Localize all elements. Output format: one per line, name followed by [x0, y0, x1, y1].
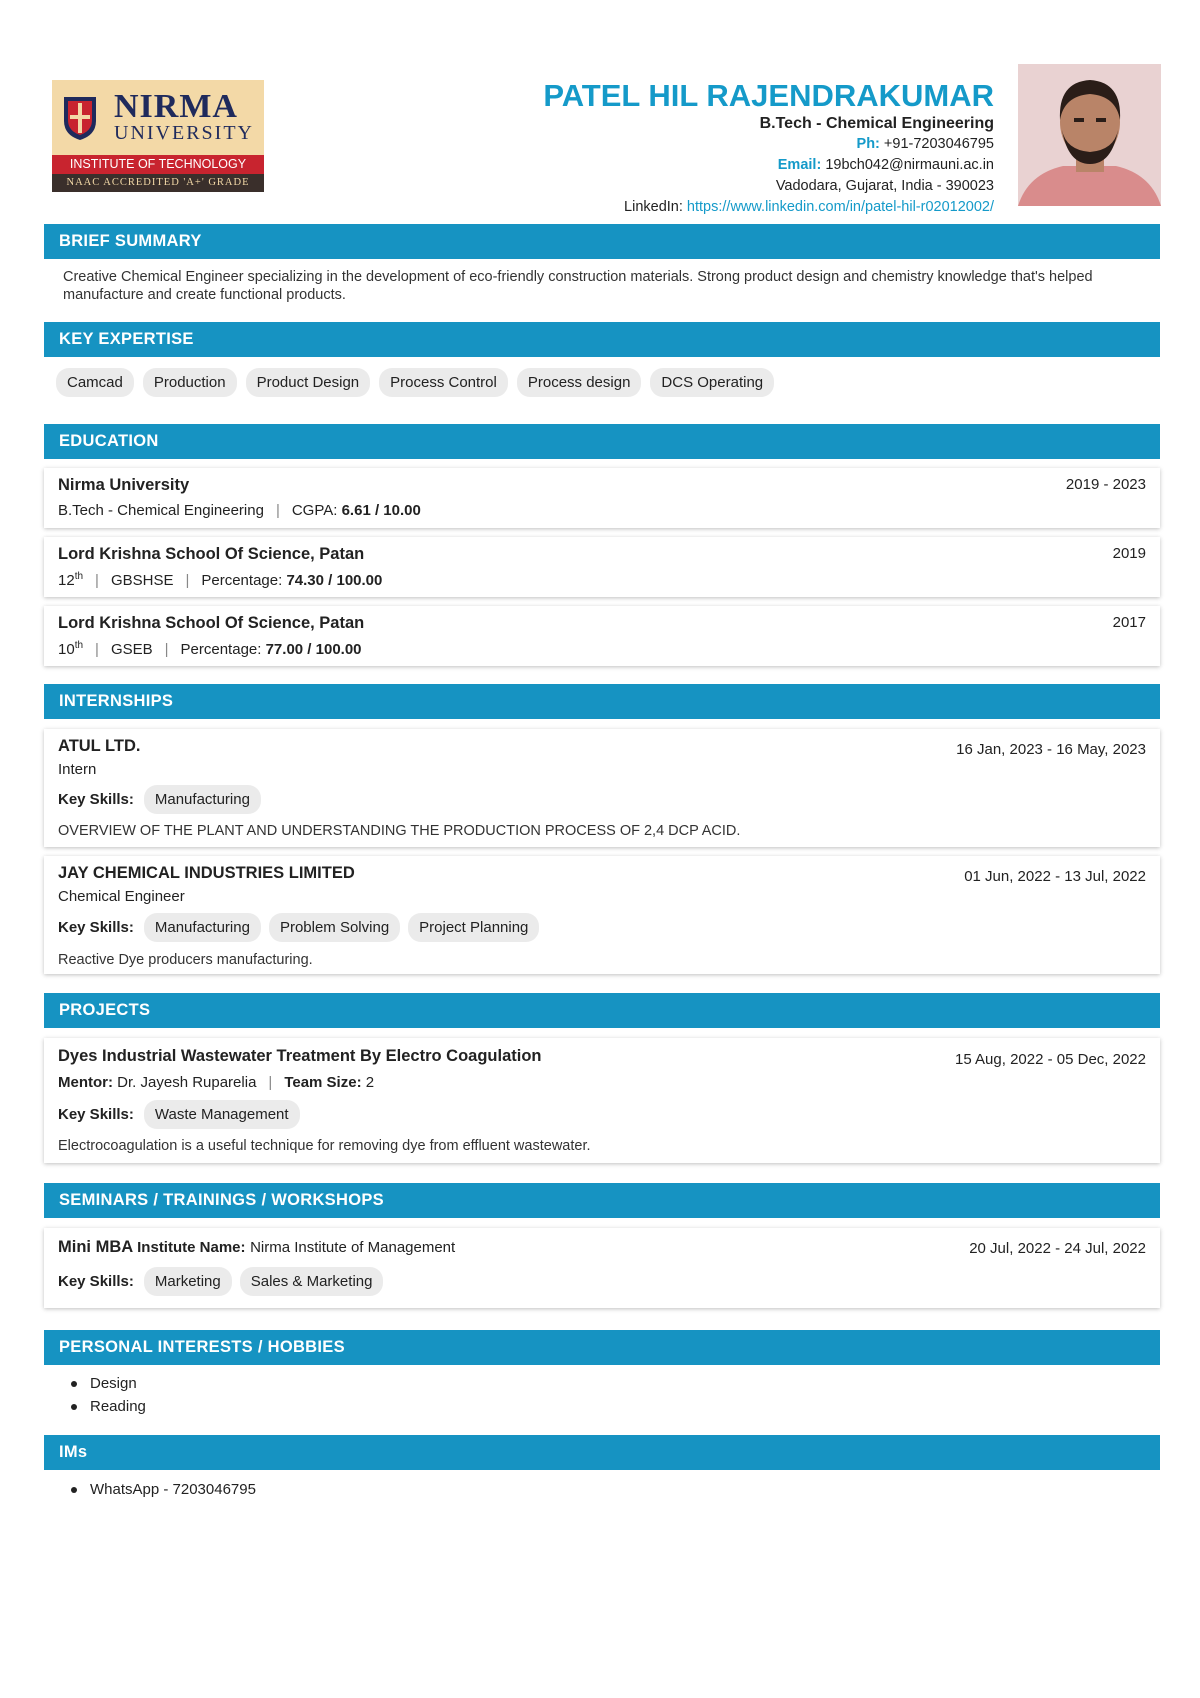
education-grade: 10	[58, 641, 75, 658]
education-board: GSEB	[110, 641, 153, 658]
education-school: Lord Krishna School Of Science, Patan	[58, 545, 365, 563]
profile-photo-icon	[1018, 64, 1161, 206]
team-size-label: Team Size:	[284, 1074, 362, 1091]
project-name: Dyes Industrial Wastewater Treatment By Electro Coagulation	[58, 1047, 542, 1065]
expertise-chip: Process Control	[379, 368, 508, 397]
section-ims-title: IMs	[44, 1435, 1160, 1470]
education-details: 12th | GBSHSE | Percentage: 74.30 / 100.00	[58, 571, 383, 589]
internship-role: Chemical Engineer	[58, 888, 185, 905]
section-summary-title: BRIEF SUMMARY	[44, 224, 1160, 259]
education-grade-suffix: th	[74, 571, 84, 582]
email-line	[543, 155, 994, 176]
profile-photo	[1018, 64, 1161, 206]
education-score-label: CGPA:	[291, 502, 338, 519]
key-skills-label: Key Skills:	[58, 791, 134, 808]
education-grade-suffix: th	[74, 640, 84, 651]
section-expertise-title: KEY EXPERTISE	[44, 322, 1160, 357]
hobbies-list	[66, 1372, 146, 1418]
seminar-entry	[44, 1228, 1160, 1308]
education-years: 2019	[1112, 545, 1146, 562]
education-entry	[44, 606, 1160, 666]
key-skills-label: Key Skills:	[58, 919, 134, 936]
key-skills-label: Key Skills:	[58, 1106, 134, 1123]
education-entry	[44, 537, 1160, 597]
skill-chip: Marketing	[144, 1267, 232, 1296]
internship-dates: 01 Jun, 2022 - 13 Jul, 2022	[964, 868, 1146, 885]
mentor-label: Mentor:	[58, 1074, 113, 1091]
list-item: WhatsApp - 7203046795	[66, 1478, 256, 1501]
expertise-chip: Process design	[517, 368, 642, 397]
phone-line	[543, 134, 994, 155]
candidate-degree: B.Tech - Chemical Engineering	[759, 115, 994, 132]
email-value[interactable]: 19bch042@nirmauni.ac.in	[825, 157, 994, 173]
education-school: Nirma University	[58, 476, 190, 494]
internship-company: JAY CHEMICAL INDUSTRIES LIMITED	[58, 864, 355, 882]
education-score: 74.30 / 100.00	[286, 572, 383, 589]
education-score: 77.00 / 100.00	[265, 641, 362, 658]
expertise-list	[56, 368, 774, 397]
skill-chip: Manufacturing	[144, 785, 261, 814]
section-hobbies-title: PERSONAL INTERESTS / HOBBIES	[44, 1330, 1160, 1365]
education-school: Lord Krishna School Of Science, Patan	[58, 614, 365, 632]
education-degree: B.Tech - Chemical Engineering	[58, 502, 264, 519]
skill-chip: Project Planning	[408, 913, 539, 942]
education-details: 10th | GSEB | Percentage: 77.00 / 100.00	[58, 640, 362, 658]
linkedin-label: LinkedIn:	[624, 199, 683, 215]
expertise-chip: Product Design	[246, 368, 371, 397]
internship-entry	[44, 856, 1160, 974]
project-dates: 15 Aug, 2022 - 05 Dec, 2022	[955, 1051, 1146, 1068]
seminar-skills	[58, 1267, 383, 1296]
expertise-chip: DCS Operating	[650, 368, 774, 397]
internship-company: ATUL LTD.	[58, 737, 141, 755]
project-description: Electrocoagulation is a useful technique for removing dye from effluent wastewater.	[58, 1138, 591, 1154]
seminar-line	[58, 1238, 455, 1257]
education-board: GBSHSE	[110, 572, 174, 589]
section-internships-title: INTERNSHIPS	[44, 684, 1160, 719]
education-years: 2019 - 2023	[1065, 476, 1146, 493]
expertise-chip: Camcad	[56, 368, 134, 397]
education-entry	[44, 468, 1160, 528]
ims-list	[66, 1478, 256, 1501]
list-item: Design	[66, 1372, 146, 1395]
university-emblem-icon	[62, 95, 98, 141]
institute-name: Nirma Institute of Management	[250, 1239, 456, 1256]
education-score-label: Percentage:	[201, 572, 283, 589]
logo-institute: INSTITUTE OF TECHNOLOGY	[52, 155, 264, 174]
logo-sub: UNIVERSITY	[114, 122, 254, 144]
candidate-name: PATEL HIL RAJENDRAKUMAR	[543, 78, 994, 113]
expertise-chip: Production	[143, 368, 237, 397]
education-score: 6.61 / 10.00	[341, 502, 421, 519]
section-projects-title: PROJECTS	[44, 993, 1160, 1028]
linkedin-link[interactable]: https://www.linkedin.com/in/patel-hil-r02012002/	[686, 199, 994, 215]
internship-skills	[58, 913, 539, 942]
internship-description: OVERVIEW OF THE PLANT AND UNDERSTANDING THE PRODUCTION PROCESS OF 2,4 DCP ACID.	[58, 823, 741, 839]
phone-label: Ph:	[856, 136, 880, 152]
internship-description: Reactive Dye producers manufacturing.	[58, 952, 313, 968]
internship-dates: 16 Jan, 2023 - 16 May, 2023	[956, 741, 1146, 758]
list-item: Reading	[66, 1395, 146, 1418]
seminar-dates: 20 Jul, 2022 - 24 Jul, 2022	[969, 1240, 1146, 1257]
linkedin-line	[543, 197, 994, 218]
project-meta: Mentor: Dr. Jayesh Ruparelia | Team Size: 2	[58, 1074, 375, 1091]
university-logo	[52, 80, 264, 192]
skill-chip: Waste Management	[144, 1100, 300, 1129]
internship-entry	[44, 729, 1160, 847]
section-education-title: EDUCATION	[44, 424, 1160, 459]
phone-value[interactable]: +91-7203046795	[883, 136, 994, 152]
seminar-name: Mini MBA	[58, 1238, 133, 1256]
address-line: Vadodara, Gujarat, India - 390023	[775, 178, 994, 194]
skill-chip: Manufacturing	[144, 913, 261, 942]
skill-chip: Problem Solving	[269, 913, 400, 942]
key-skills-label: Key Skills:	[58, 1273, 134, 1290]
email-label: Email:	[777, 157, 822, 173]
project-entry	[44, 1038, 1160, 1163]
logo-name: NIRMA	[114, 88, 238, 125]
education-details: B.Tech - Chemical Engineering | CGPA: 6.61 / 10.00	[58, 502, 421, 519]
skill-chip: Sales & Marketing	[240, 1267, 384, 1296]
education-score-label: Percentage:	[180, 641, 262, 658]
summary-text: Creative Chemical Engineer specializing in the development of eco-friendly construction materials. Strong product design and chemistry knowledge that's helped manufacture and create functional products.	[63, 269, 1093, 303]
section-seminars-title: SEMINARS / TRAININGS / WORKSHOPS	[44, 1183, 1160, 1218]
institute-label: Institute Name:	[137, 1239, 246, 1256]
education-years: 2017	[1112, 614, 1146, 631]
contact-block	[543, 78, 994, 218]
logo-accreditation: NAAC ACCREDITED 'A+' GRADE	[52, 174, 264, 192]
team-size: 2	[365, 1074, 375, 1091]
internship-skills	[58, 785, 261, 814]
project-skills	[58, 1100, 300, 1129]
internship-role: Intern	[58, 761, 97, 778]
education-grade: 12	[58, 572, 75, 589]
mentor-name: Dr. Jayesh Ruparelia	[117, 1074, 257, 1091]
